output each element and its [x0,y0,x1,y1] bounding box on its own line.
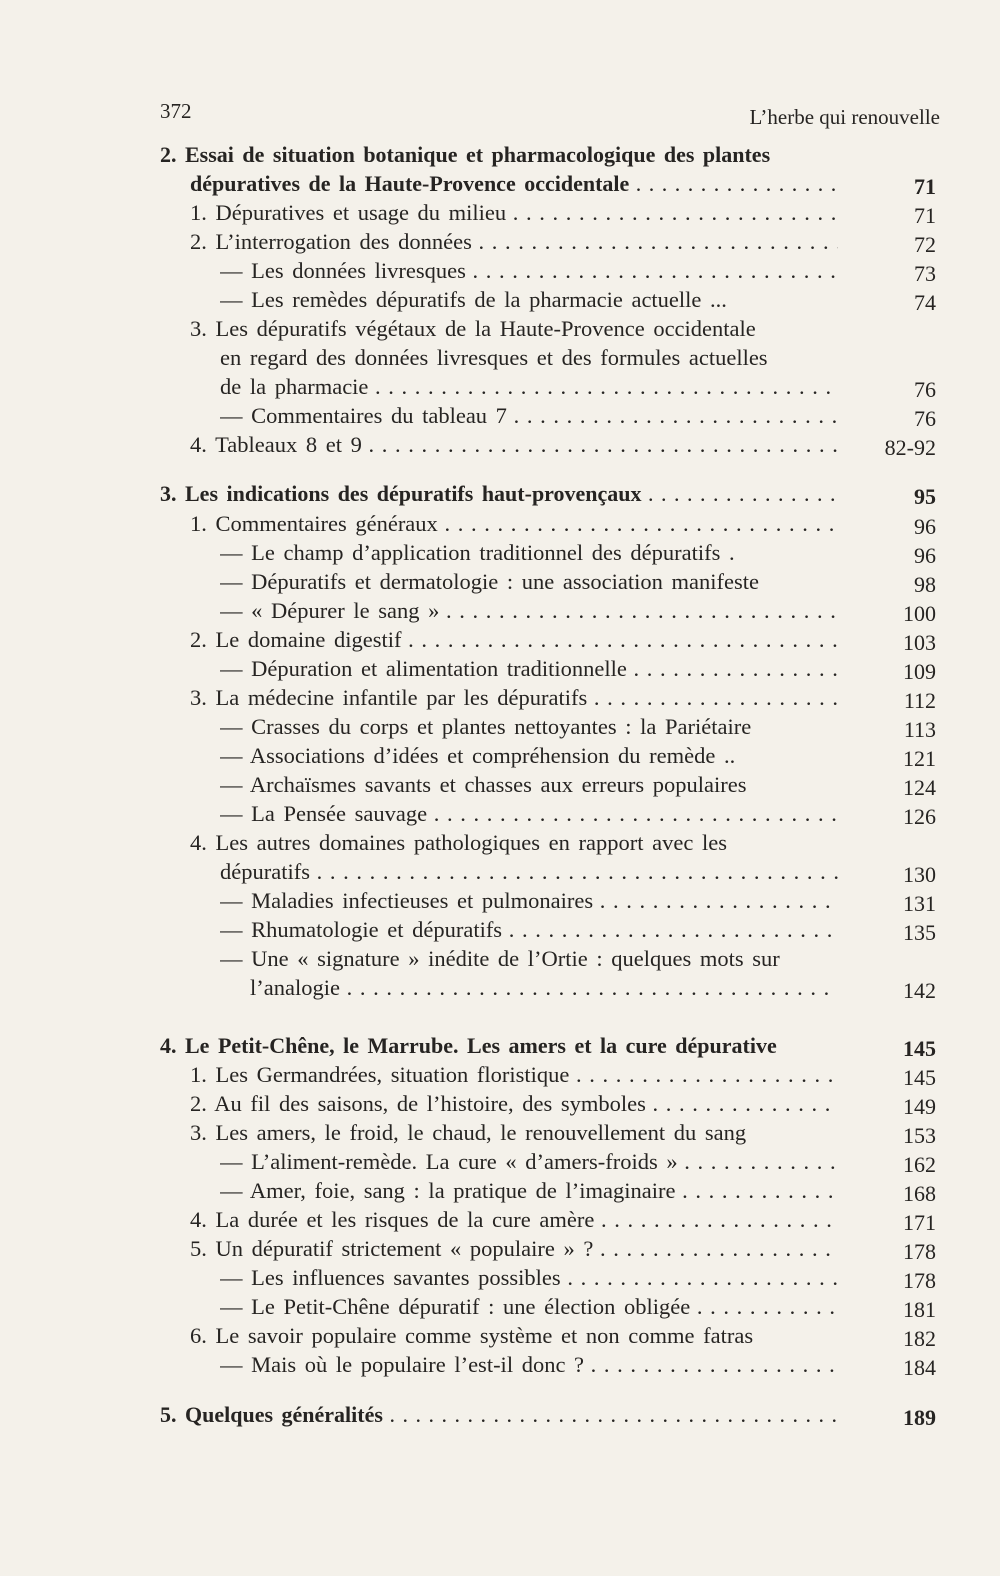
toc-entry [160,1147,940,1177]
toc-entry [160,1060,940,1090]
toc-page-number: 181 [903,1297,936,1322]
toc-entry-label [160,479,838,509]
toc-entry-label [220,654,838,684]
toc-page-number: 82-92 [884,435,936,460]
toc-entry [160,828,940,858]
toc-entry-text: — « Dépurer le sang » [220,598,440,623]
toc-entry-text: — La Pensée sauvage [220,801,428,826]
toc-entry-label [220,1147,838,1177]
toc-entry [160,256,940,286]
toc-entry-label [190,227,838,257]
toc-entry-text: — Le Petit-Chêne dépuratif : une élection obligée [220,1294,691,1319]
toc-entry [160,198,940,228]
toc-entry-label [190,1321,753,1351]
toc-page-number: 171 [903,1210,936,1235]
toc-entry-label [220,799,838,829]
toc-entry [160,1234,940,1264]
toc-entry [160,915,940,945]
toc-entry-text: 2. Le domaine digestif [190,627,402,652]
toc-entry-text: 2. Au fil des saisons, de l’histoire, des symboles [190,1091,646,1116]
toc-entry-label [250,973,838,1003]
toc-page-number: 131 [903,891,936,916]
toc-entry [160,973,940,1003]
toc-entry [160,285,940,315]
toc-entry-label [220,1350,838,1380]
toc-section-heading [160,169,940,199]
toc-entry-label [220,741,735,771]
toc-entry-label [190,509,838,539]
toc-page-number: 162 [903,1152,936,1177]
toc-page-number: 71 [914,203,936,228]
toc-entry [160,227,940,257]
toc-page-number: 142 [903,978,936,1003]
toc-entry-label [220,944,780,974]
toc-entry [160,799,940,829]
toc-page-number: 126 [903,804,936,829]
toc-entry-label [220,567,759,597]
toc-entry-text: — Rhumatologie et dépuratifs [220,917,503,942]
toc-entry-text: 6. Le savoir populaire comme système et non comme fatras [190,1323,754,1348]
toc-page-number: 71 [914,174,936,199]
toc-entry-text: 3. Les amers, le froid, le chaud, le renouvellement du sang [190,1120,747,1145]
toc-entry-text: — Associations d’idées et compréhension du remède .. [220,743,736,768]
toc-entry-text: — Les données livresques [220,258,466,283]
toc-entry-text: — L’aliment-remède. La cure « d’amers-froids » [220,1149,678,1174]
toc-page-number: 95 [914,484,936,509]
toc-section-heading [160,479,940,509]
toc-entry [160,596,940,626]
toc-page-number: 100 [903,601,936,626]
toc-entry-text: — Crasses du corps et plantes nettoyantes : la Pariétaire [220,714,752,739]
toc-entry-text: 4. Tableaux 8 et 9 [190,432,362,457]
toc-entry-text: 2. Essai de situation botanique et pharmacologique des plantes [160,142,771,167]
toc-entry-label [220,1292,838,1322]
toc-entry-text: l’analogie [250,975,340,1000]
toc-entry-text: 2. L’interrogation des données [190,229,472,254]
toc-page-number: 74 [914,290,936,315]
toc-entry-text: de la pharmacie [220,374,369,399]
toc-entry-text: — Maladies infectieuses et pulmonaires [220,888,594,913]
toc-page-number: 145 [903,1065,936,1090]
toc-entry-text: — Amer, foie, sang : la pratique de l’imaginaire [220,1178,676,1203]
toc-entry [160,1263,940,1293]
toc-entry-label [220,857,838,887]
toc-entry-label [220,712,751,742]
toc-entry-label [190,683,838,713]
toc-entry-text: 3. Les indications des dépuratifs haut-provençaux [160,481,642,506]
toc-entry-label [220,538,735,568]
toc-entry-text: dépuratifs [220,859,310,884]
toc-entry-text: — Dépuratifs et dermatologie : une association manifeste [220,569,759,594]
toc-entry-label [220,343,768,373]
toc-entry-label [220,401,838,431]
toc-entry-label [220,285,727,315]
toc-page-number: 189 [903,1405,936,1430]
toc-entry [160,509,940,539]
toc-entry [160,538,940,568]
toc-entry-text: 1. Commentaires généraux [190,511,438,536]
toc-entry-text: 4. Le Petit-Chêne, le Marrube. Les amers et la cure dépurative [160,1033,777,1058]
toc-entry-text: 3. Les dépuratifs végétaux de la Haute-Provence occidentale [190,316,756,341]
book-title: L’herbe qui renouvelle [749,105,940,129]
toc-entry-text: 5. Quelques généralités [160,1402,383,1427]
toc-page-number: 121 [903,746,936,771]
toc-entry [160,857,940,887]
toc-entry-label [190,1205,838,1235]
toc-entry-label [220,886,838,916]
toc-entry [160,944,940,974]
toc-entry [160,401,940,431]
toc-entry-text: — Le champ d’application traditionnel des dépuratifs . [220,540,735,565]
toc-page-number: 184 [903,1355,936,1380]
toc-page-number: 109 [903,659,936,684]
toc-page-number: 96 [914,514,936,539]
toc-entry-label [220,372,838,402]
toc-entry [160,314,940,344]
toc-entry-label [190,625,838,655]
toc-page-number: 103 [903,630,936,655]
toc-entry-text: 4. La durée et les risques de la cure amère [190,1207,595,1232]
toc-entry [160,1089,940,1119]
toc-section-heading [160,1031,940,1061]
toc-page-number: 76 [914,406,936,431]
toc-entry [160,1292,940,1322]
toc-page-number: 145 [903,1036,936,1061]
toc-section-heading [160,140,940,170]
toc-page-number: 149 [903,1094,936,1119]
toc-entry-label [190,1060,838,1090]
toc-entry-label [160,1031,777,1061]
toc-page-number: 168 [903,1181,936,1206]
toc-entry-text: — Commentaires du tableau 7 [220,403,507,428]
toc-entry-label [190,1234,838,1264]
toc-entry [160,770,940,800]
toc-entry-text: 3. La médecine infantile par les dépuratifs [190,685,588,710]
toc-section-heading [160,1400,940,1430]
toc-entry-label [220,1263,838,1293]
toc-page-number: 182 [903,1326,936,1351]
toc-entry-text: — Dépuration et alimentation traditionnelle [220,656,627,681]
toc-entry-label [190,828,727,858]
toc-page-number: 98 [914,572,936,597]
toc-entry [160,1350,940,1380]
toc-entry [160,683,940,713]
toc-entry-label [220,1176,838,1206]
toc-entry-text: 4. Les autres domaines pathologiques en rapport avec les [190,830,727,855]
toc-entry-label [190,1089,838,1119]
toc-entry-label [160,1400,838,1430]
toc-entry-text: 1. Les Germandrées, situation floristique [190,1062,570,1087]
toc-page-number: 178 [903,1268,936,1293]
toc-entry-text: — Une « signature » inédite de l’Ortie : quelques mots sur [220,946,780,971]
toc-entry [160,430,940,460]
toc-page-number: 130 [903,862,936,887]
toc-entry [160,712,940,742]
toc-entry-label [190,198,838,228]
toc-page-number: 178 [903,1239,936,1264]
toc-entry [160,625,940,655]
toc-entry [160,343,940,373]
toc-entry [160,1321,940,1351]
toc-entry [160,1176,940,1206]
toc-entry-text: — Les remèdes dépuratifs de la pharmacie actuelle ... [220,287,727,312]
toc-entry-label [190,314,756,344]
toc-page-number: 113 [903,717,936,742]
toc-entry [160,886,940,916]
toc-entry [160,1205,940,1235]
toc-entry-label [220,770,746,800]
toc-entry-text: dépuratives de la Haute-Provence occidentale [190,171,630,196]
toc-page-number: 96 [914,543,936,568]
toc-entry-text: en regard des données livresques et des formules actuelles [220,345,768,370]
toc-entry [160,372,940,402]
toc-entry-text: — Mais où le populaire l’est-il donc ? [220,1352,585,1377]
toc-entry-text: 5. Un dépuratif strictement « populaire » ? [190,1236,594,1261]
toc-entry [160,741,940,771]
page-number: 372 [160,99,192,123]
toc-page-number: 72 [914,232,936,257]
toc-entry-label [220,256,838,286]
toc-page-number: 135 [903,920,936,945]
toc-entry-label [220,596,838,626]
toc-entry-text: — Archaïsmes savants et chasses aux erreurs populaires [220,772,747,797]
toc-page-number: 76 [914,377,936,402]
toc-entry-label [190,430,838,460]
toc-entry-text: 1. Dépuratives et usage du milieu [190,200,507,225]
toc-entry-label [190,169,838,199]
toc-entry-label [220,915,838,945]
toc-entry [160,1118,940,1148]
toc-entry-text: — Les influences savantes possibles [220,1265,561,1290]
toc-entry-label [160,140,770,170]
toc-page-number: 73 [914,261,936,286]
toc-page-number: 124 [903,775,936,800]
toc-page-number: 153 [903,1123,936,1148]
toc-entry [160,567,940,597]
toc-page-number: 112 [903,688,936,713]
toc-entry [160,654,940,684]
toc-entry-label [190,1118,746,1148]
